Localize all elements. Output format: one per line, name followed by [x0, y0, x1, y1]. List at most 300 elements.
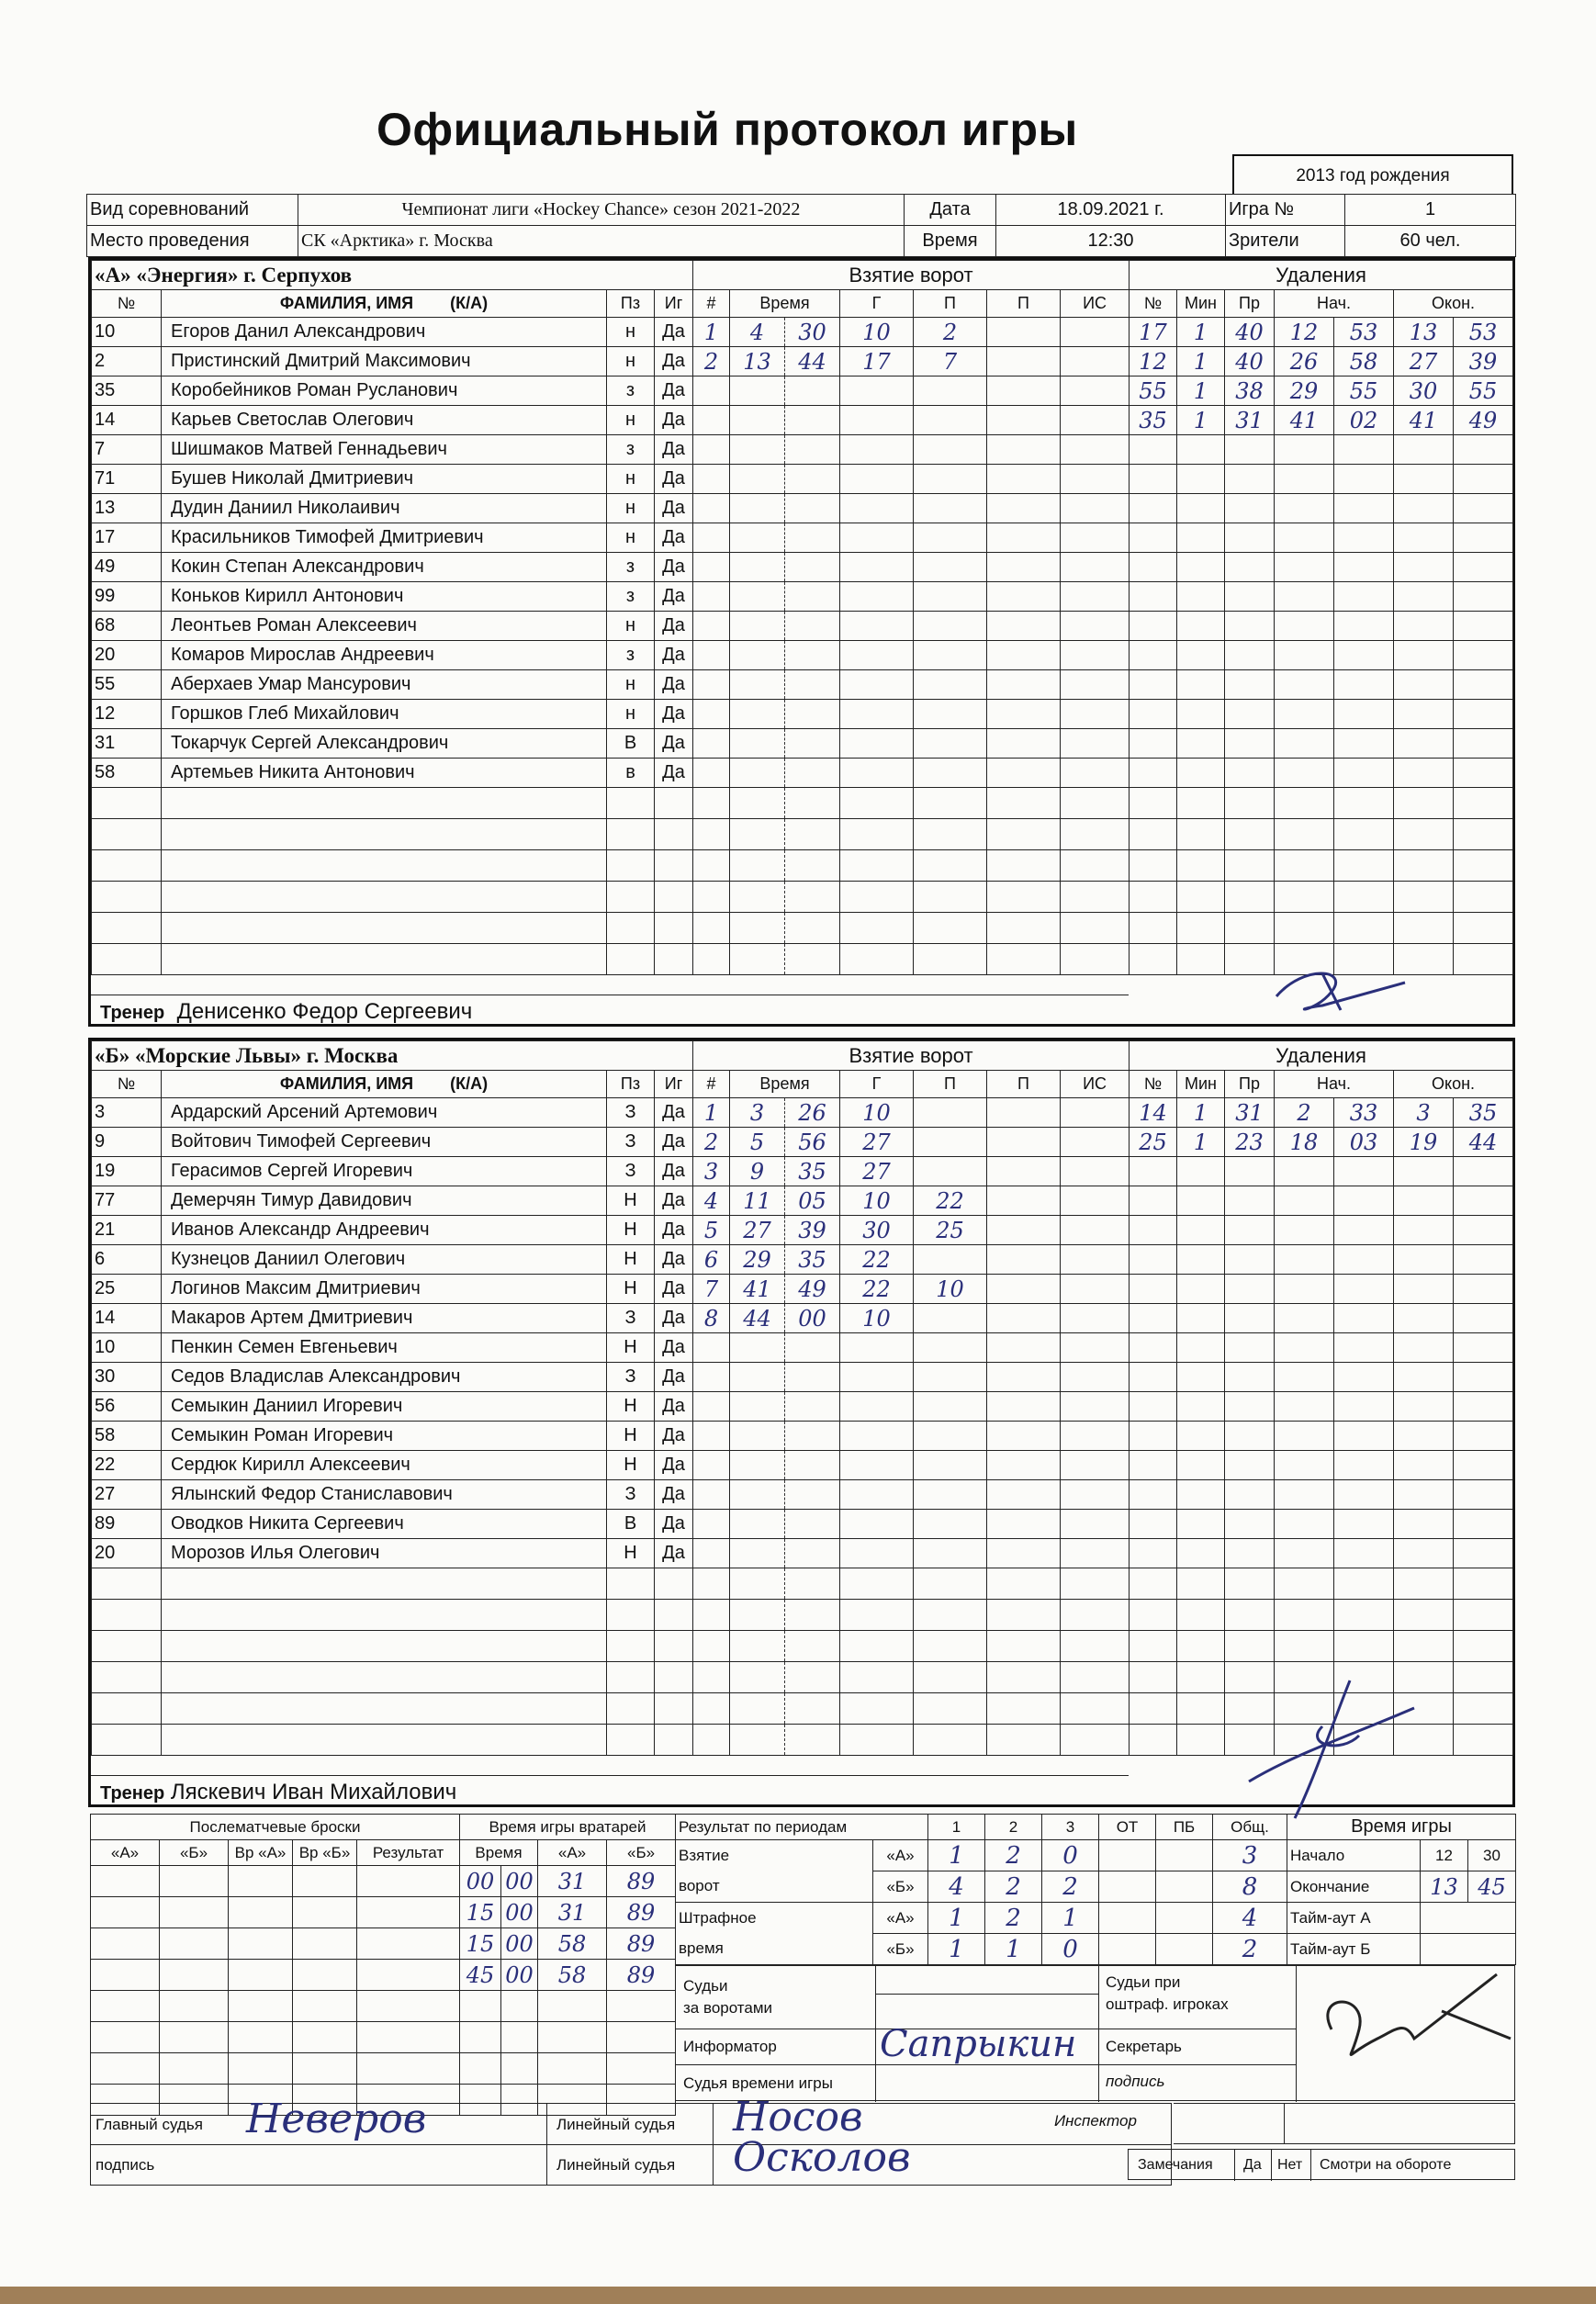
goal-situation — [1061, 612, 1130, 641]
pen-end-min: 30 — [1394, 377, 1454, 406]
player-name: Артемьев Никита Антонович — [162, 759, 607, 788]
goal-minute: 13 — [730, 347, 785, 377]
player-number — [92, 1662, 162, 1693]
player-played: Да — [655, 406, 693, 435]
goal-number — [693, 1631, 730, 1662]
col-name: ФАМИЛИЯ, ИМЯ (К/А) — [162, 1071, 607, 1098]
player-name: Леонтьев Роман Алексеевич — [162, 612, 607, 641]
shootout-cell — [293, 2022, 357, 2053]
goalie-row — [460, 1960, 676, 1991]
pen-start-sec — [1334, 465, 1394, 494]
player-played: Да — [655, 494, 693, 523]
shootout-cell — [357, 2053, 460, 2085]
goal-row — [693, 1631, 1130, 1662]
pen-start-min: 18 — [1275, 1128, 1334, 1157]
player-name: Иванов Александр Андреевич — [162, 1216, 607, 1245]
pen-minutes — [1177, 612, 1225, 641]
pen-start-sec — [1334, 1304, 1394, 1333]
goal-scorer — [840, 1568, 914, 1600]
goal-row — [693, 1186, 1130, 1216]
goal-assist-2 — [987, 465, 1061, 494]
pen-reason — [1225, 670, 1275, 700]
pen-minutes — [1177, 1186, 1225, 1216]
goal-assist-2 — [987, 882, 1061, 913]
player-position: Н — [607, 1275, 655, 1304]
player-name: Семыкин Даниил Игоревич — [162, 1392, 607, 1422]
penalty-row — [1130, 700, 1513, 729]
pen-start-sec — [1334, 1631, 1394, 1662]
goal-second — [785, 377, 840, 406]
periods-value: 8 — [1213, 1871, 1287, 1903]
goal-row — [693, 759, 1130, 788]
goal-assist-1 — [914, 913, 987, 944]
goal-col-header: ИС — [1061, 290, 1130, 318]
main-referee-signature: Неверов — [246, 2096, 427, 2142]
pen-player: 17 — [1130, 318, 1177, 347]
goal-col-header: # — [693, 1071, 730, 1098]
coach-b-signature-mark — [1240, 1671, 1423, 1827]
col-p3: 3 — [1042, 1815, 1099, 1840]
goal-situation — [1061, 1098, 1130, 1128]
goal-second — [785, 850, 840, 882]
player-number: 2 — [92, 347, 162, 377]
goal-situation — [1061, 465, 1130, 494]
goal-assist-1 — [914, 700, 987, 729]
goal-scorer — [840, 435, 914, 465]
periods-value: 4 — [928, 1871, 985, 1903]
goal-minute — [730, 377, 785, 406]
pen-reason — [1225, 850, 1275, 882]
goal-second — [785, 1422, 840, 1451]
goal-scorer: 10 — [840, 1098, 914, 1128]
player-row — [92, 435, 693, 465]
goal-second — [785, 1568, 840, 1600]
spectators-label: Зрители — [1226, 226, 1345, 257]
pen-reason — [1225, 1363, 1275, 1392]
goal-situation — [1061, 1539, 1130, 1568]
goal-scorer — [840, 1451, 914, 1480]
goalie-b: 89 — [607, 1960, 676, 1991]
player-row — [92, 1392, 693, 1422]
goalie-minute: 00 — [460, 1866, 501, 1897]
player-position — [607, 1725, 655, 1756]
goal-number — [693, 406, 730, 435]
goal-assist-1 — [914, 729, 987, 759]
pen-end-min: 3 — [1394, 1098, 1454, 1128]
pen-col-header: Мин — [1177, 290, 1225, 318]
player-played — [655, 1631, 693, 1662]
game-time-judge-label: Судья времени игры — [683, 2074, 833, 2092]
empty-row — [92, 913, 693, 944]
pen-end-min — [1394, 913, 1454, 944]
goal-number — [693, 944, 730, 975]
player-position: в — [607, 759, 655, 788]
end-hour: 13 — [1421, 1871, 1468, 1903]
pen-player — [1130, 1510, 1177, 1539]
player-name: Дудин Даниил Николаивич — [162, 494, 607, 523]
goal-assist-2 — [987, 641, 1061, 670]
goal-second — [785, 944, 840, 975]
goal-row — [693, 729, 1130, 759]
goal-number — [693, 1568, 730, 1600]
pen-minutes — [1177, 819, 1225, 850]
goal-row — [693, 523, 1130, 553]
goal-row — [693, 1157, 1130, 1186]
empty-row — [92, 1631, 693, 1662]
pen-start-min — [1275, 670, 1334, 700]
pen-minutes — [1177, 1693, 1225, 1725]
col-a: «А» — [538, 1840, 607, 1866]
goal-assist-1 — [914, 1631, 987, 1662]
shootout-cell — [91, 2022, 160, 2053]
player-played: Да — [655, 1510, 693, 1539]
team-b-goals — [692, 1040, 1130, 1756]
goalie-a — [538, 2022, 607, 2053]
periods-value — [1099, 1871, 1156, 1903]
team-a-penalties — [1129, 260, 1513, 975]
pen-end-sec — [1454, 913, 1513, 944]
player-played: Да — [655, 1157, 693, 1186]
pen-minutes — [1177, 1600, 1225, 1631]
player-number: 77 — [92, 1186, 162, 1216]
penalty-row — [1130, 1098, 1513, 1128]
goalie-b — [607, 1991, 676, 2022]
player-name: Шишмаков Матвей Геннадьевич — [162, 435, 607, 465]
pen-end-sec — [1454, 1422, 1513, 1451]
penalty-row — [1130, 1157, 1513, 1186]
player-name: Коньков Кирилл Антонович — [162, 582, 607, 612]
player-position — [607, 819, 655, 850]
player-number: 22 — [92, 1451, 162, 1480]
pen-end-sec — [1454, 1392, 1513, 1422]
pen-minutes — [1177, 1333, 1225, 1363]
goal-col-header: П — [987, 1071, 1061, 1098]
goal-number — [693, 641, 730, 670]
player-number — [92, 788, 162, 819]
player-name — [162, 819, 607, 850]
pen-minutes: 1 — [1177, 1128, 1225, 1157]
penalty-row — [1130, 819, 1513, 850]
penalty-row — [1130, 913, 1513, 944]
goal-second — [785, 1539, 840, 1568]
empty-row — [92, 1725, 693, 1756]
goal-assist-2 — [987, 1098, 1061, 1128]
goal-second: 00 — [785, 1304, 840, 1333]
game-no-value: 1 — [1345, 195, 1516, 226]
goal-row — [693, 377, 1130, 406]
team-a-coach: Тренер Денисенко Федор Сергеевич — [91, 995, 1129, 1027]
goal-assist-2 — [987, 1275, 1061, 1304]
goal-assist-2 — [987, 1631, 1061, 1662]
pen-end-sec — [1454, 1275, 1513, 1304]
remarks-no: Нет — [1277, 2157, 1303, 2173]
pen-end-sec — [1454, 759, 1513, 788]
player-name: Пристинский Дмитрий Максимович — [162, 347, 607, 377]
goal-assist-1 — [914, 1725, 987, 1756]
goal-row — [693, 612, 1130, 641]
goalie-a: 58 — [538, 1960, 607, 1991]
goal-row — [693, 700, 1130, 729]
goalie-time-title: Время игры вратарей — [460, 1815, 676, 1840]
pen-minutes — [1177, 850, 1225, 882]
pen-start-sec — [1334, 435, 1394, 465]
goal-scorer: 30 — [840, 1216, 914, 1245]
player-number — [92, 1693, 162, 1725]
pen-start-min — [1275, 1510, 1334, 1539]
shootout-cell — [229, 1866, 293, 1897]
goal-assist-2 — [987, 553, 1061, 582]
pen-end-min — [1394, 465, 1454, 494]
goal-second — [785, 1662, 840, 1693]
pen-end-min — [1394, 882, 1454, 913]
end-label: Окончание — [1287, 1871, 1421, 1903]
player-position: Н — [607, 1422, 655, 1451]
pen-end-sec — [1454, 1304, 1513, 1333]
penalty-row — [1130, 435, 1513, 465]
goal-second — [785, 1510, 840, 1539]
goal-row — [693, 1451, 1130, 1480]
pen-end-min: 19 — [1394, 1128, 1454, 1157]
col-b: «Б» — [607, 1840, 676, 1866]
player-name: Пенкин Семен Евгеньевич — [162, 1333, 607, 1363]
goal-number — [693, 1333, 730, 1363]
shootout-cell — [160, 1991, 229, 2022]
goal-situation — [1061, 670, 1130, 700]
secretary-signature-mark — [1313, 1956, 1515, 2075]
player-number — [92, 819, 162, 850]
pen-reason — [1225, 729, 1275, 759]
goalie-b — [607, 2022, 676, 2053]
pen-start-sec — [1334, 1600, 1394, 1631]
player-row — [92, 1098, 693, 1128]
pen-start-sec: 55 — [1334, 377, 1394, 406]
shootout-row — [91, 1928, 460, 1960]
goal-second — [785, 1363, 840, 1392]
player-position — [607, 1693, 655, 1725]
player-number: 20 — [92, 1539, 162, 1568]
goal-assist-2 — [987, 1510, 1061, 1539]
pen-player — [1130, 1333, 1177, 1363]
goal-number — [693, 1693, 730, 1725]
pen-end-min — [1394, 729, 1454, 759]
pen-start-min — [1275, 641, 1334, 670]
player-played: Да — [655, 1245, 693, 1275]
pen-end-sec — [1454, 641, 1513, 670]
pen-col-header: Пр — [1225, 290, 1275, 318]
periods-team: «Б» — [873, 1871, 928, 1903]
venue-label: Место проведения — [87, 226, 298, 257]
goal-number: 3 — [693, 1157, 730, 1186]
pen-minutes — [1177, 1631, 1225, 1662]
goalie-row — [460, 2022, 676, 2053]
penalty-row — [1130, 1245, 1513, 1275]
periods-value: 2 — [985, 1840, 1042, 1871]
goal-scorer — [840, 553, 914, 582]
goal-assist-2 — [987, 788, 1061, 819]
pen-start-sec — [1334, 788, 1394, 819]
goal-second: 35 — [785, 1245, 840, 1275]
shootout-row — [91, 1991, 460, 2022]
player-position: В — [607, 1510, 655, 1539]
secretary-label: Секретарь — [1106, 2038, 1182, 2055]
shootout-title: Послематчевые броски — [91, 1815, 460, 1840]
pen-minutes — [1177, 1157, 1225, 1186]
periods-table — [675, 1814, 1287, 1965]
pen-start-sec — [1334, 819, 1394, 850]
shootout-cell — [229, 1897, 293, 1928]
shootout-row — [91, 2022, 460, 2053]
player-number: 99 — [92, 582, 162, 612]
pen-player — [1130, 819, 1177, 850]
team-b-goals-title: Взятие ворот — [693, 1041, 1130, 1071]
goal-scorer: 27 — [840, 1157, 914, 1186]
pen-start-sec — [1334, 850, 1394, 882]
goal-row — [693, 1304, 1130, 1333]
goal-minute — [730, 553, 785, 582]
pen-player: 12 — [1130, 347, 1177, 377]
player-row — [92, 1304, 693, 1333]
shootout-cell — [160, 1897, 229, 1928]
player-played: Да — [655, 1480, 693, 1510]
goal-second — [785, 1600, 840, 1631]
pen-end-min — [1394, 1600, 1454, 1631]
player-played: Да — [655, 1186, 693, 1216]
pen-minutes — [1177, 1275, 1225, 1304]
goal-assist-1 — [914, 1098, 987, 1128]
player-number: 7 — [92, 435, 162, 465]
empty-row — [92, 788, 693, 819]
pen-player — [1130, 1539, 1177, 1568]
pen-start-min — [1275, 700, 1334, 729]
goal-number — [693, 612, 730, 641]
goalie-minute: 45 — [460, 1960, 501, 1991]
goal-assist-2 — [987, 494, 1061, 523]
goal-assist-2 — [987, 1662, 1061, 1693]
player-number: 55 — [92, 670, 162, 700]
player-position: н — [607, 347, 655, 377]
goal-row — [693, 1392, 1130, 1422]
pen-start-sec — [1334, 1480, 1394, 1510]
pen-player — [1130, 641, 1177, 670]
periods-value — [1156, 1903, 1213, 1934]
goalie-row — [460, 1991, 676, 2022]
shootout-cell — [357, 1928, 460, 1960]
pen-start-sec — [1334, 882, 1394, 913]
player-position: Н — [607, 1333, 655, 1363]
game-time-title: Время игры — [1287, 1815, 1516, 1840]
pen-end-min — [1394, 1363, 1454, 1392]
periods-value: 2 — [1042, 1871, 1099, 1903]
pen-start-min — [1275, 1304, 1334, 1333]
pen-minutes — [1177, 759, 1225, 788]
remarks-label: Замечания — [1138, 2157, 1213, 2173]
periods-value: 1 — [928, 1934, 985, 1965]
inspector-label: Инспектор — [1054, 2112, 1137, 2130]
empty-row — [92, 1600, 693, 1631]
player-name — [162, 1725, 607, 1756]
goal-number — [693, 1725, 730, 1756]
goal-minute — [730, 850, 785, 882]
player-row — [92, 1363, 693, 1392]
pen-start-min — [1275, 1157, 1334, 1186]
periods-value — [1099, 1840, 1156, 1871]
team-b-coach: Тренер Ляскевич Иван Михайлович — [91, 1775, 1129, 1807]
pen-player — [1130, 1631, 1177, 1662]
goal-row — [693, 406, 1130, 435]
player-row — [92, 494, 693, 523]
pen-player — [1130, 582, 1177, 612]
pen-end-sec — [1454, 1539, 1513, 1568]
player-position: н — [607, 494, 655, 523]
shootout-cell — [229, 1991, 293, 2022]
player-position: н — [607, 318, 655, 347]
goal-situation — [1061, 1186, 1130, 1216]
goal-number — [693, 465, 730, 494]
penalty-row — [1130, 318, 1513, 347]
goal-row — [693, 788, 1130, 819]
goal-minute: 29 — [730, 1245, 785, 1275]
date-value: 18.09.2021 г. — [996, 195, 1226, 226]
player-name: Семыкин Роман Игоревич — [162, 1422, 607, 1451]
pen-col-header: Окон. — [1394, 290, 1513, 318]
pen-minutes: 1 — [1177, 406, 1225, 435]
timeout-a-value — [1421, 1903, 1516, 1934]
pen-end-sec — [1454, 1363, 1513, 1392]
pen-reason — [1225, 788, 1275, 819]
time-value: 12:30 — [996, 226, 1226, 257]
player-number: 35 — [92, 377, 162, 406]
pen-player — [1130, 1157, 1177, 1186]
periods-row-label: Штрафное — [676, 1903, 873, 1934]
pen-end-min — [1394, 1304, 1454, 1333]
goal-minute — [730, 882, 785, 913]
pen-start-sec — [1334, 1392, 1394, 1422]
team-a-goals — [692, 260, 1130, 975]
goal-judges-label: Судьи за воротами — [683, 1977, 773, 2017]
player-row — [92, 377, 693, 406]
pen-minutes — [1177, 1480, 1225, 1510]
penalty-row — [1130, 1510, 1513, 1539]
pen-reason: 31 — [1225, 406, 1275, 435]
pen-player — [1130, 1275, 1177, 1304]
goal-number — [693, 1363, 730, 1392]
pen-end-sec — [1454, 494, 1513, 523]
periods-value: 4 — [1213, 1903, 1287, 1934]
pen-start-min — [1275, 435, 1334, 465]
shootout-col-header: Вр «Б» — [293, 1840, 357, 1866]
team-b-pen-title: Удаления — [1130, 1041, 1513, 1071]
pen-player — [1130, 1304, 1177, 1333]
player-number: 68 — [92, 612, 162, 641]
pen-reason — [1225, 1392, 1275, 1422]
goal-situation — [1061, 553, 1130, 582]
goal-scorer — [840, 1693, 914, 1725]
pen-player: 35 — [1130, 406, 1177, 435]
shootout-cell — [357, 1991, 460, 2022]
penalty-row — [1130, 1480, 1513, 1510]
pen-reason — [1225, 1510, 1275, 1539]
penalty-row — [1130, 1216, 1513, 1245]
goal-situation — [1061, 1693, 1130, 1725]
pen-minutes — [1177, 788, 1225, 819]
player-position: З — [607, 1363, 655, 1392]
player-played: Да — [655, 612, 693, 641]
goal-assist-2 — [987, 1157, 1061, 1186]
pen-minutes — [1177, 494, 1225, 523]
pen-player — [1130, 850, 1177, 882]
periods-goals-a — [676, 1840, 1287, 1871]
player-number: 56 — [92, 1392, 162, 1422]
